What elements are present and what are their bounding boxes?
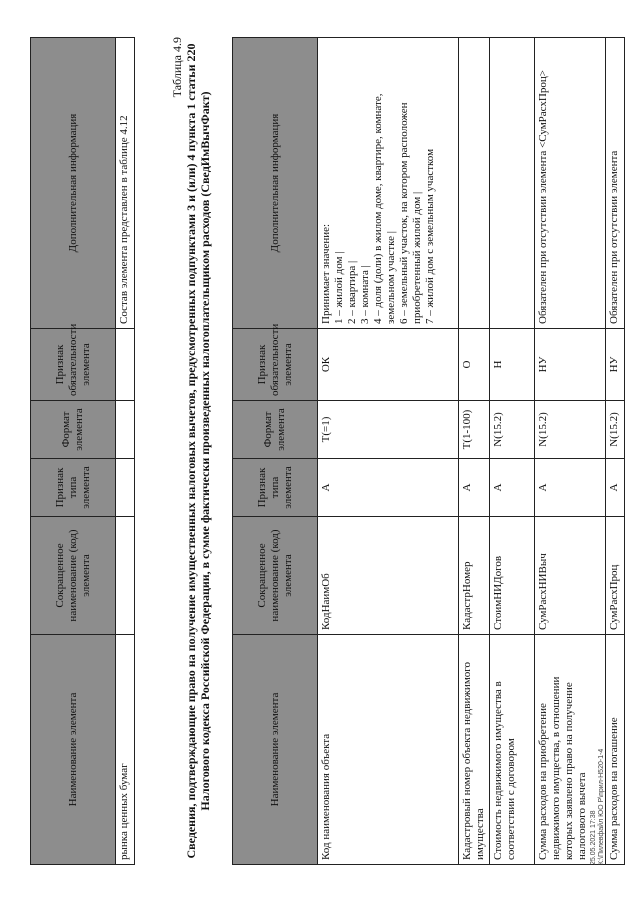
cell-type: А xyxy=(459,459,490,517)
table-continuation xyxy=(30,37,135,865)
cell-format: T(=1) xyxy=(318,401,459,459)
header-format: Формат элемента xyxy=(233,401,318,459)
document-footer xyxy=(590,749,606,865)
header-required: Признак обязательности элемента xyxy=(31,329,116,401)
table-row xyxy=(606,38,625,865)
cell-code: СумРасхНИВыч xyxy=(535,517,606,635)
cell-name: Сумма расходов на приобретение недвижимого имущества, в отношении которых заявлено право на получение налогового вычета xyxy=(535,635,606,865)
cell-info: Обязателен при отсутствии элемента <СумРасхПроц> xyxy=(535,38,606,329)
table-row xyxy=(490,38,535,865)
cell-type xyxy=(116,459,135,517)
info-title: Принимает значение: xyxy=(320,223,332,324)
cell-type: А xyxy=(606,459,625,517)
cell-name: Сумма расходов на погашение xyxy=(606,635,625,865)
cell-required: ОК xyxy=(318,329,459,401)
cell-code: СумРасхПроц xyxy=(606,517,625,635)
value-list xyxy=(333,42,437,324)
table-row xyxy=(116,38,135,865)
list-item: 3 – комната | xyxy=(359,265,371,324)
table-row xyxy=(459,38,490,865)
table-4-9 xyxy=(232,37,625,865)
cell-info xyxy=(490,38,535,329)
cell-type: А xyxy=(490,459,535,517)
header-info: Дополнительная информация xyxy=(31,38,116,329)
footer-filepath: К:\Пилевфайл ЮО Р\прил-Н520-1-4 xyxy=(598,748,605,865)
cell-name: Стоимость недвижимого имущества в соответствии с договором xyxy=(490,635,535,865)
cell-info xyxy=(318,38,459,329)
header-name: Наименование элемента xyxy=(31,635,116,865)
cell-name: рынка ценных бумаг xyxy=(116,635,135,865)
list-item: 2 – квартира | xyxy=(346,260,358,324)
list-item: 7 – жилой дом с земельным участком xyxy=(424,148,436,324)
cell-code: КадастрНомер xyxy=(459,517,490,635)
table-row xyxy=(318,38,459,865)
cell-code: СтоимНИДогов xyxy=(490,517,535,635)
header-name: Наименование элемента xyxy=(233,635,318,865)
table-header-row xyxy=(31,38,116,865)
cell-format: N(15.2) xyxy=(490,401,535,459)
cell-info: Состав элемента представлен в таблице 4.12 xyxy=(116,38,135,329)
header-required: Признак обязательности элемента xyxy=(233,329,318,401)
header-code: Сокращенное наименование (код) элемента xyxy=(233,517,318,635)
cell-format xyxy=(116,401,135,459)
header-type: Признак типа элемента xyxy=(31,459,116,517)
cell-name: Код наименования объекта xyxy=(318,635,459,865)
cell-type: А xyxy=(318,459,459,517)
cell-type: А xyxy=(535,459,606,517)
table-title: Сведения, подтверждающие право на получение имущественных налоговых вычетов, предусмотренных подпунктами 3 и (или) 4 пункта 1 статьи 220 Налогового кодекса Российской Федерации, в сумме фактически произведенных налогоплательщиком расходов (СведИмВычФакт) xyxy=(184,43,212,859)
table-row xyxy=(535,38,606,865)
footer-timestamp: 25.05.2021 17:38 xyxy=(590,810,597,865)
cell-info: Обязателен при отсутствии элемента xyxy=(606,38,625,329)
cell-name: Кадастровый номер объекта недвижимого имущества xyxy=(459,635,490,865)
cell-format: N(15.2) xyxy=(535,401,606,459)
table-caption: Таблица 4.9 xyxy=(170,37,184,98)
list-item: 1 – жилой дом | xyxy=(333,251,345,324)
cell-required: НУ xyxy=(606,329,625,401)
cell-format: N(15.2) xyxy=(606,401,625,459)
cell-format: T(1-100) xyxy=(459,401,490,459)
header-type: Признак типа элемента xyxy=(233,459,318,517)
list-item: 4 – доля (доли) в жилом доме, квартире, комнате, земельном участке | xyxy=(372,93,397,324)
cell-required xyxy=(116,329,135,401)
cell-required: О xyxy=(459,329,490,401)
cell-info xyxy=(459,38,490,329)
header-info: Дополнительная информация xyxy=(233,38,318,329)
header-code: Сокращенное наименование (код) элемента xyxy=(31,517,116,635)
cell-required: Н xyxy=(490,329,535,401)
cell-code: КодНаимОб xyxy=(318,517,459,635)
cell-required: НУ xyxy=(535,329,606,401)
table-header-row xyxy=(233,38,318,865)
cell-code xyxy=(116,517,135,635)
list-item: 6 – земельный участок, на котором расположен приобретенный жилой дом | xyxy=(398,102,423,324)
header-format: Формат элемента xyxy=(31,401,116,459)
